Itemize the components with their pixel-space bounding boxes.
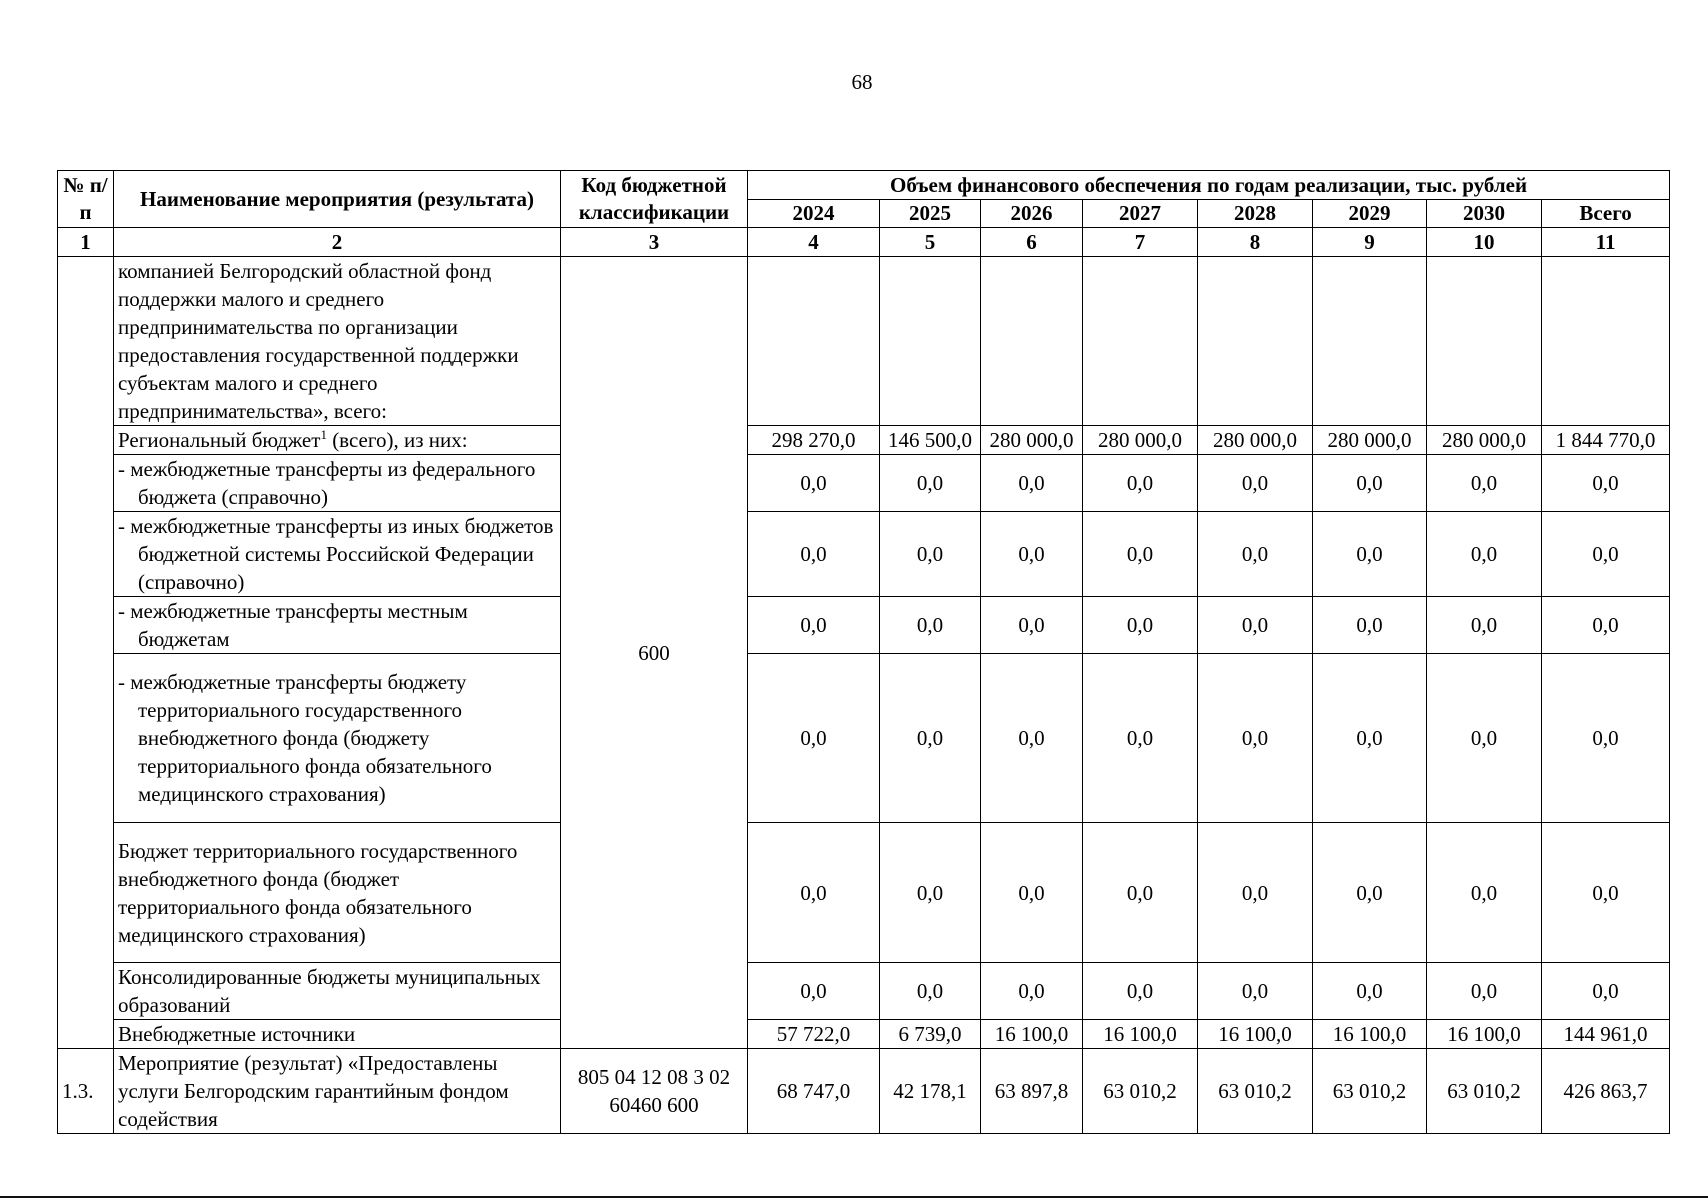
column-number: 4: [748, 228, 880, 257]
table-row: [58, 823, 1670, 963]
value-cell: 16 100,0: [1083, 1020, 1198, 1049]
source-name-text: - межбюджетные трансферты из федерального бюджета (справочно): [118, 457, 536, 509]
table-row: [58, 1020, 1670, 1049]
value-cell: 0,0: [748, 963, 880, 1020]
value-cell: 0,0: [1542, 654, 1670, 823]
column-number: 6: [981, 228, 1083, 257]
empty-cell: [1313, 257, 1427, 426]
value-cell: 63 010,2: [1313, 1049, 1427, 1134]
value-cell: 63 897,8: [981, 1049, 1083, 1134]
header-year: 2025: [880, 200, 981, 228]
empty-cell: [981, 257, 1083, 426]
value-cell: 0,0: [748, 597, 880, 654]
source-name: [114, 597, 561, 654]
value-cell: 0,0: [880, 654, 981, 823]
value-cell: 0,0: [880, 597, 981, 654]
value-cell: 0,0: [1198, 455, 1313, 512]
value-cell: 0,0: [1083, 597, 1198, 654]
table-row: [58, 257, 1670, 426]
empty-cell: [1198, 257, 1313, 426]
value-cell: 0,0: [748, 455, 880, 512]
value-cell: 0,0: [748, 823, 880, 963]
page-number: 68: [851, 70, 873, 94]
value-cell: 0,0: [1083, 455, 1198, 512]
column-number: 2: [114, 228, 561, 257]
source-name-tail: (всего), из них:: [326, 428, 468, 452]
value-cell: 63 010,2: [1427, 1049, 1542, 1134]
source-name: Бюджет территориального государственного внебюджетного фонда (бюджет территориального фонда обязательного медицинского страхования): [114, 823, 561, 963]
value-cell: 16 100,0: [1198, 1020, 1313, 1049]
number-cell-empty: [58, 257, 114, 1049]
source-name: Внебюджетные источники: [114, 1020, 561, 1049]
value-cell: 63 010,2: [1198, 1049, 1313, 1134]
empty-cell: [1427, 257, 1542, 426]
budget-code-cell: 600: [561, 257, 748, 1049]
empty-cell: [1083, 257, 1198, 426]
value-cell: 146 500,0: [880, 426, 981, 455]
header-total: Всего: [1542, 200, 1670, 228]
table-row: [58, 597, 1670, 654]
column-number: 7: [1083, 228, 1198, 257]
value-cell: 0,0: [981, 654, 1083, 823]
value-cell: 280 000,0: [1313, 426, 1427, 455]
source-name-text: - межбюджетные трансферты бюджету территориального государственного внебюджетного фонда (бюджету территориального фонда обязательного медицинского страхования): [118, 670, 492, 806]
value-cell: 68 747,0: [748, 1049, 880, 1134]
column-number: 11: [1542, 228, 1670, 257]
source-name: [114, 512, 561, 597]
empty-cell: [880, 257, 981, 426]
value-cell: 0,0: [1083, 512, 1198, 597]
value-cell: 298 270,0: [748, 426, 880, 455]
value-cell: 0,0: [1083, 963, 1198, 1020]
value-cell: 6 739,0: [880, 1020, 981, 1049]
source-name: [114, 654, 561, 823]
value-cell: 0,0: [1542, 455, 1670, 512]
value-cell: 0,0: [1313, 654, 1427, 823]
value-cell: 0,0: [1542, 823, 1670, 963]
value-cell: 63 010,2: [1083, 1049, 1198, 1134]
source-name: [114, 455, 561, 512]
value-cell: 280 000,0: [1198, 426, 1313, 455]
table-row: [58, 512, 1670, 597]
header-activity-name: Наименование мероприятия (результата): [114, 171, 561, 228]
value-cell: 0,0: [1198, 512, 1313, 597]
column-number: 5: [880, 228, 981, 257]
value-cell: 0,0: [1427, 597, 1542, 654]
header-year: 2029: [1313, 200, 1427, 228]
value-cell: 280 000,0: [1427, 426, 1542, 455]
value-cell: 0,0: [1083, 654, 1198, 823]
value-cell: 0,0: [1427, 963, 1542, 1020]
value-cell: 0,0: [1542, 512, 1670, 597]
value-cell: 0,0: [880, 963, 981, 1020]
table-row: [58, 1049, 1670, 1134]
column-number: 8: [1198, 228, 1313, 257]
value-cell: 0,0: [981, 823, 1083, 963]
value-cell: 16 100,0: [981, 1020, 1083, 1049]
column-number: 9: [1313, 228, 1427, 257]
column-number: 10: [1427, 228, 1542, 257]
value-cell: 0,0: [1313, 512, 1427, 597]
value-cell: 0,0: [981, 512, 1083, 597]
value-cell: 280 000,0: [1083, 426, 1198, 455]
value-cell: 0,0: [1313, 455, 1427, 512]
header-number: № п/п: [58, 171, 114, 228]
value-cell: 57 722,0: [748, 1020, 880, 1049]
financing-table: [57, 170, 1670, 1134]
footnote-mark: 1: [320, 427, 327, 442]
value-cell: 0,0: [1313, 963, 1427, 1020]
source-name: [114, 426, 561, 455]
header-year: 2024: [748, 200, 880, 228]
header-year: 2030: [1427, 200, 1542, 228]
column-number: 1: [58, 228, 114, 257]
value-cell: 426 863,7: [1542, 1049, 1670, 1134]
table-row: [58, 963, 1670, 1020]
value-cell: 0,0: [1198, 823, 1313, 963]
header-financing-volume: Объем финансового обеспечения по годам реализации, тыс. рублей: [748, 171, 1670, 200]
empty-cell: [1542, 257, 1670, 426]
table-row: [58, 426, 1670, 455]
value-cell: 0,0: [1542, 597, 1670, 654]
event-budget-code: 805 04 12 08 3 02 60460 600: [561, 1049, 748, 1134]
table-row: [58, 455, 1670, 512]
value-cell: 0,0: [880, 512, 981, 597]
header-budget-code: Код бюджетной классификации: [561, 171, 748, 228]
value-cell: 144 961,0: [1542, 1020, 1670, 1049]
header-year: 2027: [1083, 200, 1198, 228]
value-cell: 0,0: [880, 823, 981, 963]
value-cell: 0,0: [981, 455, 1083, 512]
header-year: 2026: [981, 200, 1083, 228]
value-cell: 0,0: [1427, 512, 1542, 597]
source-name: Консолидированные бюджеты муниципальных образований: [114, 963, 561, 1020]
source-name-text: Региональный бюджет: [118, 428, 321, 452]
event-number: 1.3.: [58, 1049, 114, 1134]
header-year: 2028: [1198, 200, 1313, 228]
value-cell: 42 178,1: [880, 1049, 981, 1134]
value-cell: 0,0: [1427, 823, 1542, 963]
value-cell: 0,0: [1427, 455, 1542, 512]
value-cell: 0,0: [1198, 963, 1313, 1020]
source-name-text: - межбюджетные трансферты местным бюджетам: [118, 599, 468, 651]
column-number: 3: [561, 228, 748, 257]
value-cell: 1 844 770,0: [1542, 426, 1670, 455]
value-cell: 0,0: [981, 963, 1083, 1020]
value-cell: 280 000,0: [981, 426, 1083, 455]
source-name-text: - межбюджетные трансферты из иных бюджетов бюджетной системы Российской Федерации (справочно): [118, 514, 554, 594]
value-cell: 0,0: [748, 654, 880, 823]
value-cell: 0,0: [1313, 597, 1427, 654]
value-cell: 0,0: [1542, 963, 1670, 1020]
table-row: [58, 654, 1670, 823]
value-cell: 0,0: [748, 512, 880, 597]
value-cell: 16 100,0: [1427, 1020, 1542, 1049]
activity-intro-name: компанией Белгородский областной фонд поддержки малого и среднего предпринимательства по организации предоставления государственной поддержки субъектам малого и среднего предпринимательства», всего:: [114, 257, 561, 426]
value-cell: 0,0: [1313, 823, 1427, 963]
value-cell: 0,0: [1198, 597, 1313, 654]
value-cell: 0,0: [880, 455, 981, 512]
event-name: Мероприятие (результат) «Предоставлены услуги Белгородским гарантийным фондом содействия: [114, 1049, 561, 1134]
empty-cell: [748, 257, 880, 426]
value-cell: 0,0: [981, 597, 1083, 654]
value-cell: 16 100,0: [1313, 1020, 1427, 1049]
page-bottom-rule: [0, 1196, 1708, 1198]
value-cell: 0,0: [1198, 654, 1313, 823]
value-cell: 0,0: [1083, 823, 1198, 963]
value-cell: 0,0: [1427, 654, 1542, 823]
column-numbers-row: [58, 228, 1670, 257]
